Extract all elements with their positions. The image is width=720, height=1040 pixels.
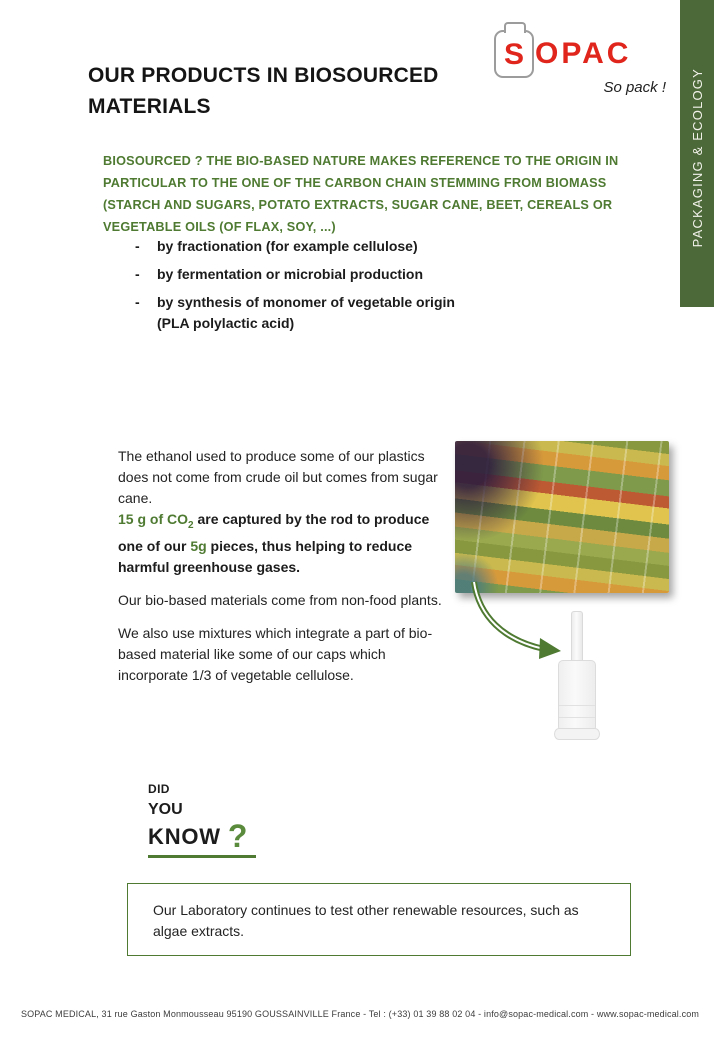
banner-label: PACKAGING & ECOLOGY <box>689 67 705 248</box>
page-title: OUR PRODUCTS IN BIOSOURCED MATERIALS <box>88 64 439 118</box>
packaging-ecology-banner <box>680 0 714 307</box>
laboratory-note-text: Our Laboratory continues to test other renewable resources, such as algae extracts. <box>153 902 579 939</box>
sopac-logo <box>494 30 670 96</box>
logo-wordmark: OPAC <box>535 37 632 70</box>
sugar-cane-photo <box>455 441 669 593</box>
process-bullet-list <box>135 236 465 341</box>
question-mark: ? <box>227 818 248 854</box>
list-item <box>135 292 465 334</box>
list-item-label: by fermentation or microbial production <box>157 266 424 282</box>
green-underline <box>148 855 256 858</box>
laboratory-note-box <box>127 883 631 956</box>
list-item <box>135 264 465 285</box>
did-you-know-block <box>148 782 256 858</box>
list-item <box>135 236 465 257</box>
list-item-label: by synthesis of monomer of vegetable origin (PLA polylactic acid) <box>157 294 455 331</box>
vial-tube <box>571 611 583 663</box>
logo-letter-s: S <box>503 38 524 71</box>
vial-body <box>558 660 596 730</box>
curved-arrow-icon <box>458 578 570 672</box>
grams-highlight: 5g <box>190 537 207 554</box>
dyk-you: YOU <box>148 801 183 818</box>
vial-base <box>554 728 600 740</box>
dyk-know: KNOW <box>148 824 221 849</box>
biosourced-intro-text: BIOSOURCED ? THE BIO-BASED NATURE MAKES REFERENCE TO THE ORIGIN IN PARTICULAR TO THE ONE OF THE CARBON CHAIN STEMMING FROM BIOMASS (STARCH AND SUGARS, POTATO EXTRACTS, SUGAR CANE, BEET, CEREALS OR VEGETABLE OILS (OF FLAX, SOY, ...) <box>103 154 619 234</box>
dyk-did: DID <box>148 782 170 796</box>
paragraph-mixtures: We also use mixtures which integrate a part of bio-based material like some of our caps which incorporate 1/3 of vegetable cellulose. <box>118 624 433 683</box>
dash-bullet-icon <box>135 264 157 285</box>
dash-bullet-icon <box>135 236 157 257</box>
footer-contact-line: SOPAC MEDICAL, 31 rue Gaston Monmousseau 95190 GOUSSAINVILLE France - Tel : (+33) 01 39 88 02 04 - info@sopac-medical.com - www.sopac-medical.com <box>20 1009 700 1019</box>
co2-highlight: 15 g of $CO_2$ <box>118 511 194 531</box>
dash-bullet-icon <box>135 292 157 334</box>
vial-illustration <box>556 611 600 741</box>
paragraph-ethanol: The ethanol used to produce some of our plastics does not come from crude oil but comes from sugar cane. 15 g of $CO_2$ are captured by the rod to produce one of our 5g pieces, thus helping to reduce harmful greenhouse gases. <box>118 448 438 575</box>
logo-tagline: So pack ! <box>603 79 666 96</box>
body-text <box>118 446 452 698</box>
paragraph-nonfood: Our bio-based materials come from non-food plants. <box>118 591 442 608</box>
list-item-label: by fractionation (for example cellulose) <box>157 238 418 254</box>
